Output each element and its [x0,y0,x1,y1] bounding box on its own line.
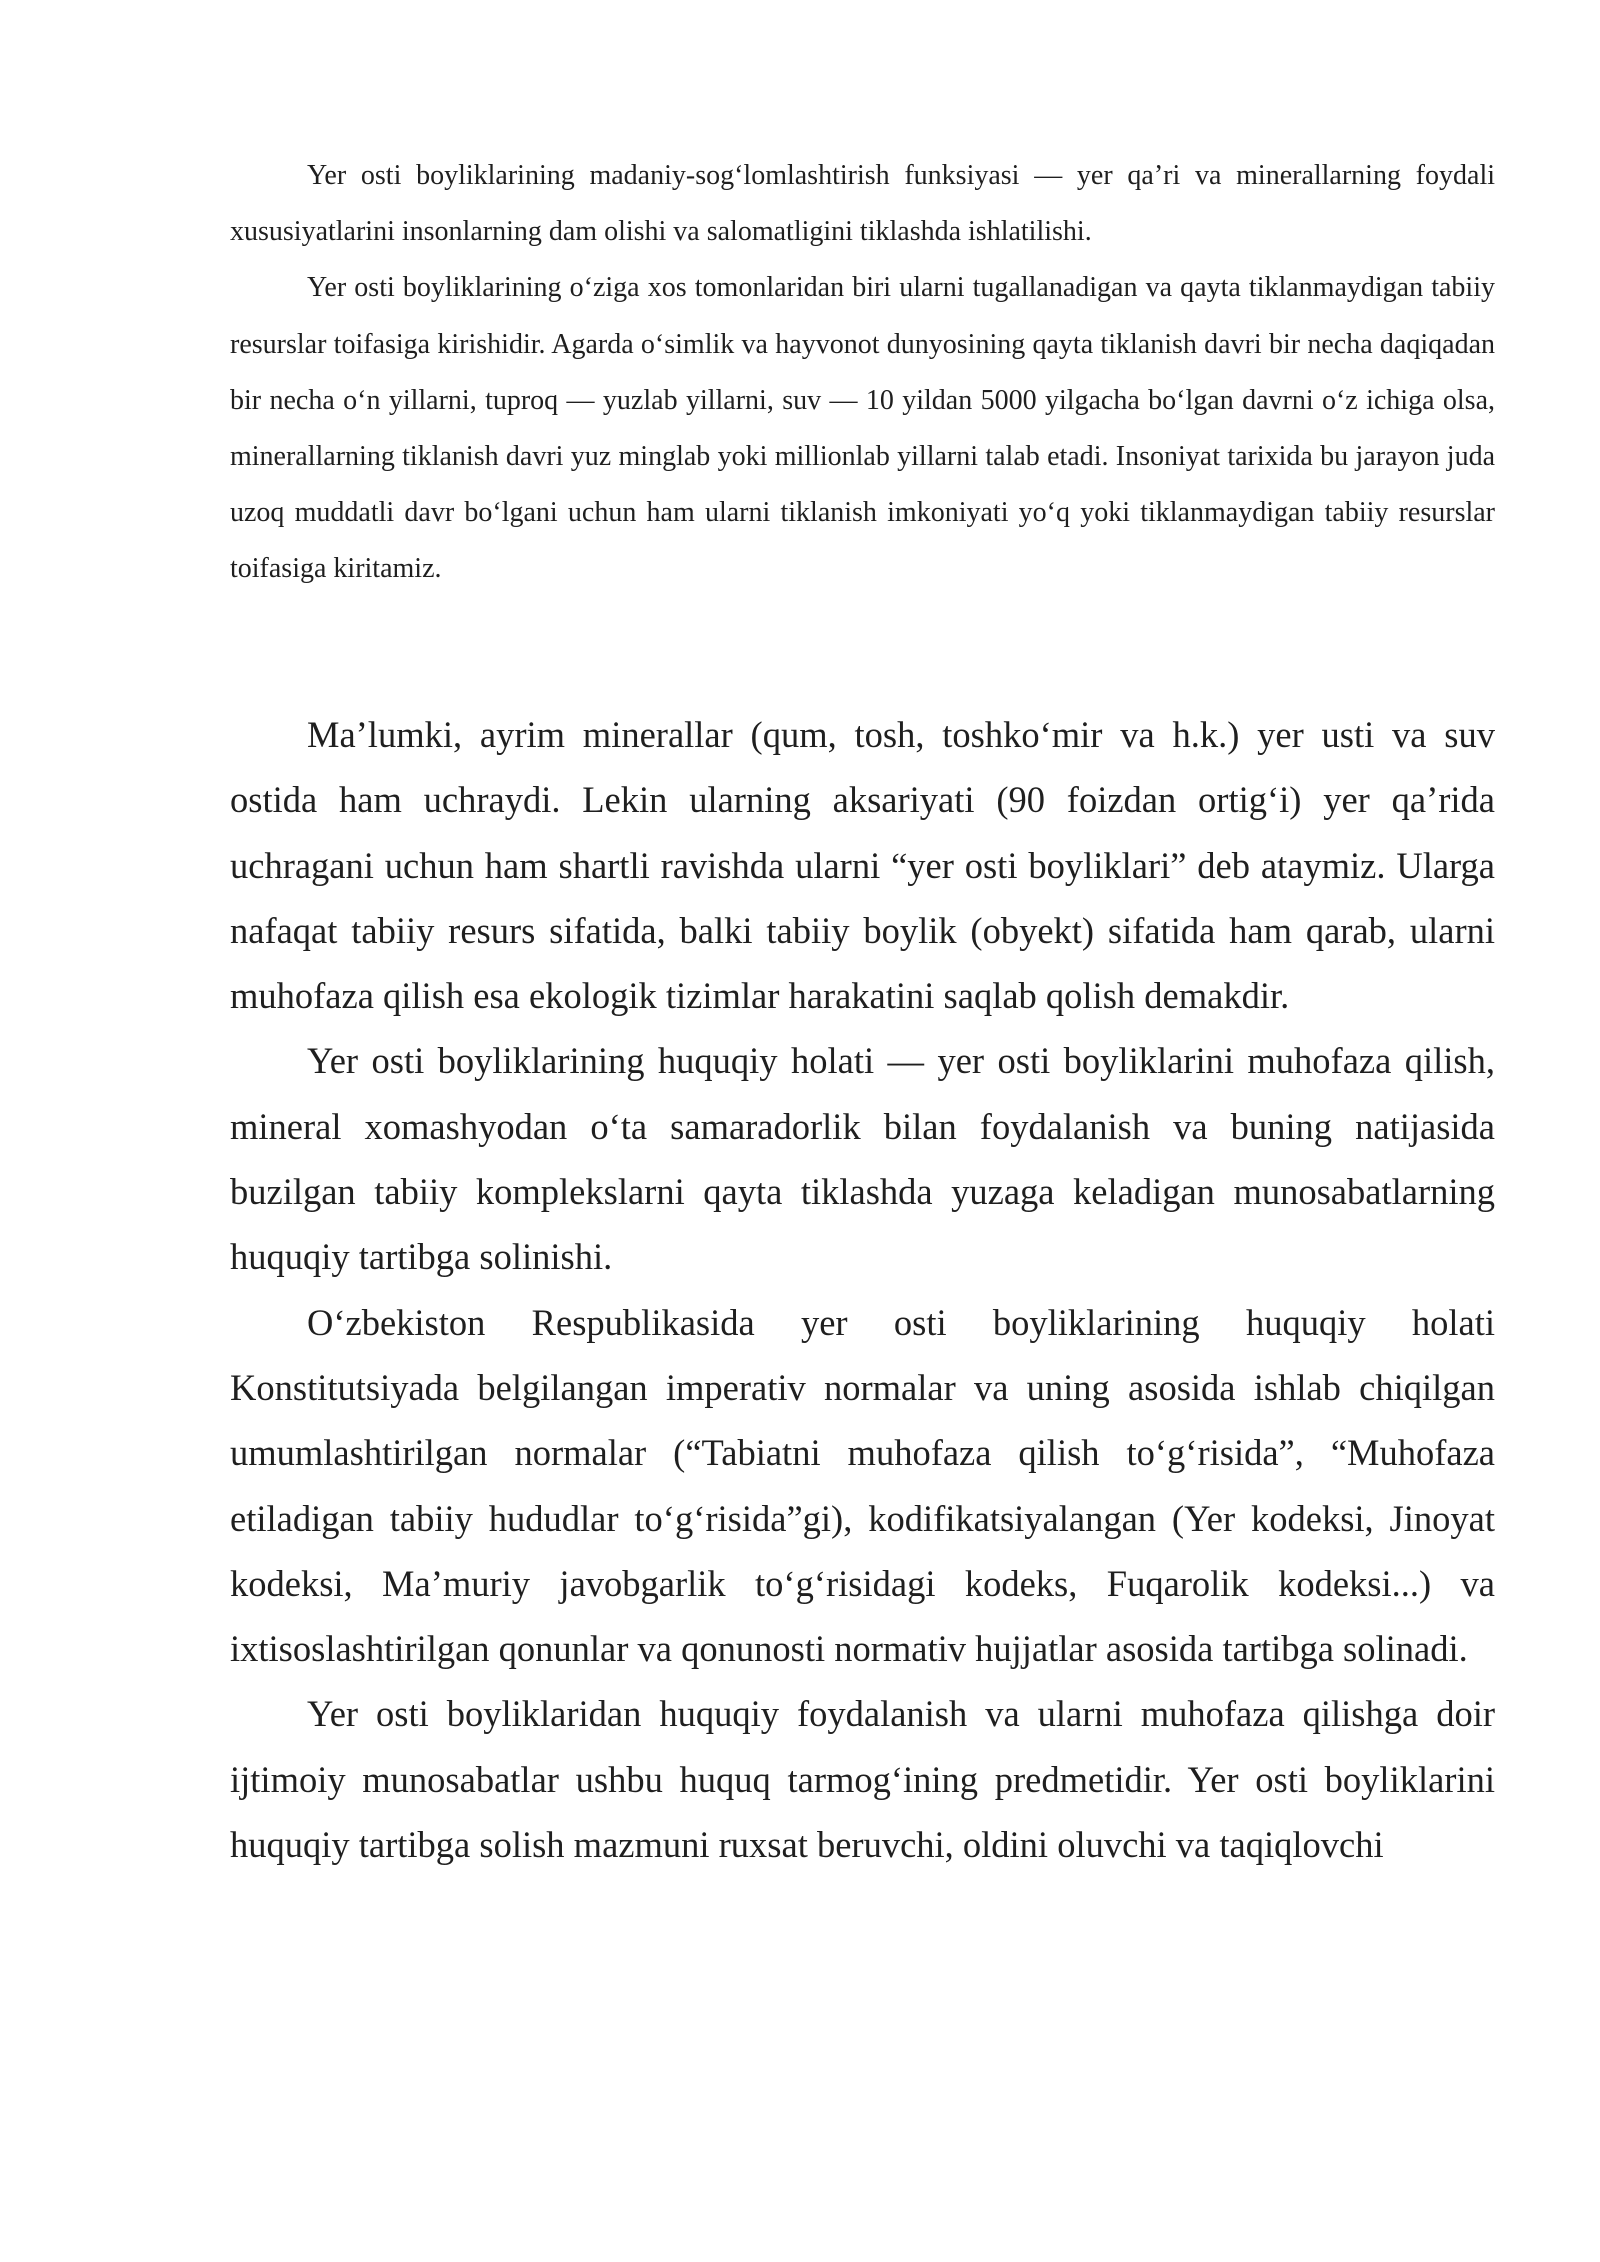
paragraph-legal-status: Yer osti boyliklarining huquqiy holati — yer osti boyliklarini muhofaza qilish, mineral xomashyodan o‘ta samaradorlik bilan foydalanish va buning natijasida buzilgan tabiiy komplekslarni qayta tiklashda yuzaga keladigan munosabatlarning huquqiy tartibga solinishi. [230,1040,1495,1278]
paragraph-minerals-location: Ma’lumki, ayrim minerallar (qum, tosh, toshko‘mir va h.k.) yer usti va suv ostida ham uchraydi. Lekin ularning aksariyati (90 foizdan ortig‘i) yer qa’rida uchragani uchun ham shartli ravishda ularni “yer osti boyliklari” deb ataymiz. Ularga nafaqat tabiiy resurs sifatida, balki tabiiy boylik (obyekt) sifatida ham qarab, ularni muhofaza qilish esa ekologik tizimlar harakatini saqlab qolish demakdir. [230,714,1495,1017]
small-text-section [230,148,1495,598]
paragraph-uzbekistan-legislation: O‘zbekiston Respublikasida yer osti boyliklarining huquqiy holati Konstitutsiyada belgilangan imperativ normalar va uning asosida ishlab chiqilgan umumlashtirilgan normalar (“Tabiatni muhofaza qilish to‘g‘risida”, “Muhofaza etiladigan tabiiy hududlar to‘g‘risida”gi), kodifikatsiyalangan (Yer kodeksi, Jinoyat kodeksi, Ma’muriy javobgarlik to‘g‘risidagi kodeks, Fuqarolik kodeksi...) va ixtisoslashtirilgan qonunlar va qonunosti normativ hujjatlar asosida tartibga solinadi. [230,1301,1495,1670]
paragraph-nonrenewable-resources: Yer osti boyliklarining o‘ziga xos tomonlaridan biri ularni tugallanadigan va qayta tiklanmaydigan tabiiy resurslar toifasiga kirishidir. Agarda o‘simlik va hayvonot dunyosining qayta tiklanish davri bir necha daqiqadan bir necha o‘n yillarni, tuproq — yuzlab yillarni, suv — 10 yildan 5000 yilgacha bo‘lgan davrni o‘z ichiga olsa, minerallarning tiklanish davri yuz minglab yoki millionlab yillarni talab etadi. Insoniyat tarixida bu jarayon juda uzoq muddatli davr bo‘lgani uchun ham ularni tiklanish imkoniyati yo‘q yoki tiklanmaydigan tabiiy resurslar toifasiga kiritamiz. [230,272,1495,585]
paragraph-legal-relations: Yer osti boyliklaridan huquqiy foydalanish va ularni muhofaza qilishga doir ijtimoiy munosabatlar ushbu huquq tarmog‘ining predmetidir. Yer osti boyliklarini huquqiy tartibga solish mazmuni ruxsat beruvchi, oldini oluvchi va taqiqlovchi [230,1693,1495,1866]
large-text-section [230,702,1495,1877]
paragraph-recreational-function: Yer osti boyliklarining madaniy-sog‘lomlashtirish funksiyasi — yer qa’ri va minerallarning foydali xususiyatlarini insonlarning dam olishi va salomatligini tiklashda ishlatilishi. [230,160,1495,248]
